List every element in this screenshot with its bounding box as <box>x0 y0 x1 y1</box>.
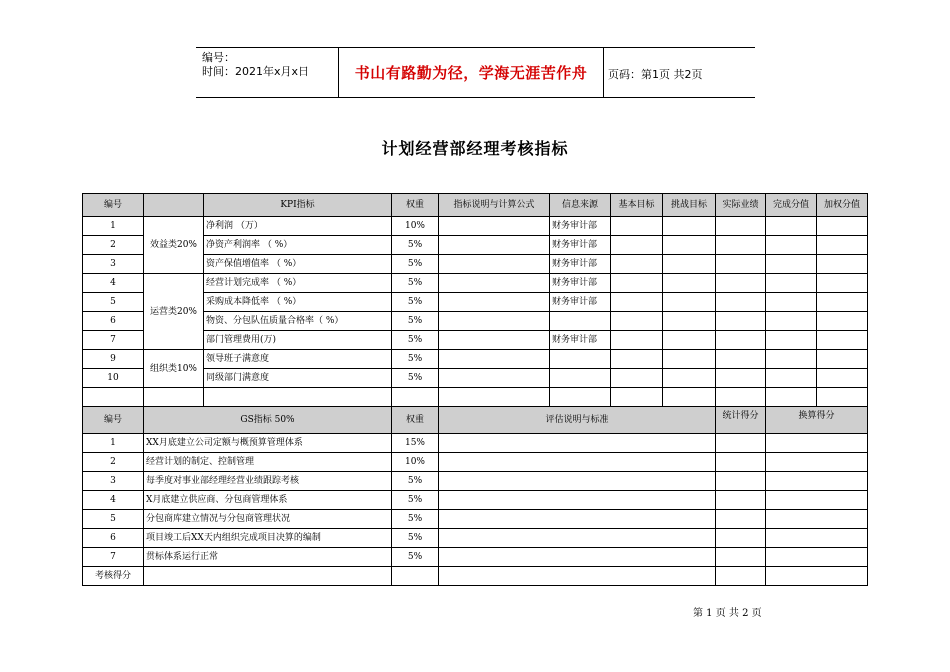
table-cell <box>766 388 817 407</box>
gs-weight: 5% <box>392 548 439 567</box>
header-date: 时间：2021年x月x日 <box>202 65 310 78</box>
gs-stat-score <box>716 529 766 548</box>
gs-no: 3 <box>83 472 144 491</box>
gs-criteria <box>439 510 716 529</box>
kpi-name: 部门管理费用(万) <box>204 331 392 350</box>
kpi-value-cell <box>716 331 766 350</box>
table-cell <box>766 567 868 586</box>
gs-criteria <box>439 453 716 472</box>
kpi-value-cell <box>817 236 868 255</box>
gs-weight: 5% <box>392 472 439 491</box>
gs-name: 经营计划的制定、控制管理 <box>144 453 392 472</box>
kpi-row <box>83 217 868 236</box>
kpi-value-cell <box>817 217 868 236</box>
kpi-value-cell <box>663 274 716 293</box>
table-cell <box>716 567 766 586</box>
kpi-value-cell <box>817 274 868 293</box>
header-cell: 权重 <box>392 194 439 217</box>
kpi-formula <box>439 312 550 331</box>
header-cell: KPI指标 <box>204 194 392 217</box>
table-cell <box>817 388 868 407</box>
kpi-value-cell <box>766 331 817 350</box>
kpi-value-cell <box>817 369 868 388</box>
kpi-no: 9 <box>83 350 144 369</box>
kpi-value-cell <box>766 369 817 388</box>
gs-no: 7 <box>83 548 144 567</box>
kpi-value-cell <box>716 217 766 236</box>
kpi-value-cell <box>716 255 766 274</box>
gs-converted-score <box>766 434 868 453</box>
kpi-name: 净利润 （万） <box>204 217 392 236</box>
table-cell <box>663 388 716 407</box>
page-title: 计划经营部经理考核指标 <box>381 139 569 158</box>
kpi-source <box>550 312 611 331</box>
kpi-value-cell <box>663 217 716 236</box>
table-cell <box>611 388 663 407</box>
kpi-name: 净资产利润率 （ %） <box>204 236 392 255</box>
kpi-value-cell <box>766 255 817 274</box>
kpi-weight: 5% <box>392 350 439 369</box>
kpi-value-cell <box>817 350 868 369</box>
gs-name: XX月底建立公司定额与概预算管理体系 <box>144 434 392 453</box>
gs-no: 1 <box>83 434 144 453</box>
table-cell <box>439 567 716 586</box>
gs-converted-score <box>766 529 868 548</box>
kpi-header-row <box>83 194 868 217</box>
kpi-no: 4 <box>83 274 144 293</box>
header-number-label: 编号： <box>202 51 235 64</box>
kpi-formula <box>439 293 550 312</box>
kpi-source: 财务审计部 <box>550 331 611 350</box>
gs-weight: 5% <box>392 510 439 529</box>
header-cell: 完成分值 <box>766 194 817 217</box>
kpi-value-cell <box>716 293 766 312</box>
kpi-value-cell <box>611 331 663 350</box>
header-slogan: 书山有路勤为径，学海无涯苦作舟 <box>338 48 604 97</box>
kpi-formula <box>439 350 550 369</box>
table-cell <box>144 567 392 586</box>
kpi-value-cell <box>663 293 716 312</box>
kpi-value-cell <box>766 217 817 236</box>
kpi-category: 运营类20% <box>144 274 204 350</box>
gs-row <box>83 453 868 472</box>
kpi-weight: 10% <box>392 217 439 236</box>
gs-weight: 5% <box>392 491 439 510</box>
kpi-value-cell <box>611 350 663 369</box>
kpi-row <box>83 350 868 369</box>
gs-converted-score <box>766 472 868 491</box>
header-cell: 换算得分 <box>766 407 868 434</box>
header-cell: 指标说明与计算公式 <box>439 194 550 217</box>
gs-stat-score <box>716 453 766 472</box>
kpi-name: 资产保值增值率 （ %） <box>204 255 392 274</box>
gs-header-row <box>83 407 868 434</box>
kpi-no: 2 <box>83 236 144 255</box>
header-cell: 统计得分 <box>716 407 766 434</box>
gs-weight: 10% <box>392 453 439 472</box>
kpi-value-cell <box>766 293 817 312</box>
kpi-no: 7 <box>83 331 144 350</box>
kpi-value-cell <box>817 331 868 350</box>
kpi-value-cell <box>817 255 868 274</box>
gs-name: X月底建立供应商、分包商管理体系 <box>144 491 392 510</box>
gs-converted-score <box>766 548 868 567</box>
gs-name: 分包商库建立情况与分包商管理状况 <box>144 510 392 529</box>
document-header <box>196 47 755 98</box>
gs-name: 贯标体系运行正常 <box>144 548 392 567</box>
gs-no: 2 <box>83 453 144 472</box>
table-cell <box>204 388 392 407</box>
kpi-source <box>550 350 611 369</box>
kpi-formula <box>439 274 550 293</box>
kpi-source: 财务审计部 <box>550 255 611 274</box>
kpi-formula <box>439 217 550 236</box>
kpi-value-cell <box>611 293 663 312</box>
kpi-value-cell <box>716 369 766 388</box>
gs-converted-score <box>766 491 868 510</box>
gs-row <box>83 472 868 491</box>
kpi-source: 财务审计部 <box>550 293 611 312</box>
kpi-value-cell <box>766 274 817 293</box>
gs-name: 每季度对事业部经理经营业绩跟踪考核 <box>144 472 392 491</box>
kpi-formula <box>439 331 550 350</box>
kpi-value-cell <box>766 312 817 331</box>
table-body <box>83 194 868 586</box>
header-cell: 加权分值 <box>817 194 868 217</box>
gs-row <box>83 510 868 529</box>
kpi-value-cell <box>611 255 663 274</box>
kpi-value-cell <box>611 312 663 331</box>
kpi-source: 财务审计部 <box>550 217 611 236</box>
header-cell: GS指标 50% <box>144 407 392 434</box>
score-label: 考核得分 <box>83 567 144 586</box>
gs-criteria <box>439 548 716 567</box>
kpi-value-cell <box>663 255 716 274</box>
table-cell <box>716 388 766 407</box>
kpi-name: 物资、分包队伍质量合格率（ %） <box>204 312 392 331</box>
kpi-name: 同级部门满意度 <box>204 369 392 388</box>
gs-no: 4 <box>83 491 144 510</box>
table-cell <box>439 388 550 407</box>
gs-stat-score <box>716 472 766 491</box>
kpi-value-cell <box>663 350 716 369</box>
kpi-value-cell <box>663 312 716 331</box>
kpi-empty-row <box>83 388 868 407</box>
gs-criteria <box>439 434 716 453</box>
score-row <box>83 567 868 586</box>
kpi-category: 效益类20% <box>144 217 204 274</box>
kpi-value-cell <box>716 274 766 293</box>
kpi-formula <box>439 255 550 274</box>
kpi-value-cell <box>663 369 716 388</box>
kpi-weight: 5% <box>392 369 439 388</box>
gs-criteria <box>439 491 716 510</box>
table-cell <box>83 388 144 407</box>
kpi-weight: 5% <box>392 255 439 274</box>
kpi-value-cell <box>716 350 766 369</box>
gs-stat-score <box>716 491 766 510</box>
kpi-no: 10 <box>83 369 144 388</box>
kpi-name: 经营计划完成率 （ %） <box>204 274 392 293</box>
header-cell: 编号 <box>83 194 144 217</box>
header-cell: 实际业绩 <box>716 194 766 217</box>
gs-criteria <box>439 529 716 548</box>
kpi-no: 6 <box>83 312 144 331</box>
kpi-source: 财务审计部 <box>550 274 611 293</box>
kpi-value-cell <box>663 331 716 350</box>
header-cell: 权重 <box>392 407 439 434</box>
kpi-row <box>83 274 868 293</box>
header-page-number: 页码：第1页 共2页 <box>608 68 703 81</box>
kpi-weight: 5% <box>392 274 439 293</box>
header-cell: 编号 <box>83 407 144 434</box>
kpi-category: 组织类10% <box>144 350 204 388</box>
table-cell <box>392 388 439 407</box>
header-cell: 评估说明与标准 <box>439 407 716 434</box>
kpi-no: 3 <box>83 255 144 274</box>
gs-name: 项目竣工后XX天内组织完成项目决算的编制 <box>144 529 392 548</box>
gs-converted-score <box>766 453 868 472</box>
kpi-value-cell <box>716 312 766 331</box>
assessment-table <box>82 193 868 586</box>
kpi-weight: 5% <box>392 312 439 331</box>
kpi-value-cell <box>611 274 663 293</box>
gs-weight: 15% <box>392 434 439 453</box>
kpi-value-cell <box>663 236 716 255</box>
gs-no: 6 <box>83 529 144 548</box>
kpi-formula <box>439 236 550 255</box>
table-cell <box>550 388 611 407</box>
gs-no: 5 <box>83 510 144 529</box>
kpi-value-cell <box>766 350 817 369</box>
header-cell: 挑战目标 <box>663 194 716 217</box>
kpi-name: 采购成本降低率 （ %） <box>204 293 392 312</box>
kpi-value-cell <box>716 236 766 255</box>
gs-weight: 5% <box>392 529 439 548</box>
header-cell: 基本目标 <box>611 194 663 217</box>
kpi-value-cell <box>611 236 663 255</box>
gs-stat-score <box>716 510 766 529</box>
kpi-source: 财务审计部 <box>550 236 611 255</box>
gs-stat-score <box>716 548 766 567</box>
gs-criteria <box>439 472 716 491</box>
table-cell <box>144 388 204 407</box>
kpi-no: 5 <box>83 293 144 312</box>
kpi-source <box>550 369 611 388</box>
gs-row <box>83 529 868 548</box>
gs-stat-score <box>716 434 766 453</box>
header-cell <box>144 194 204 217</box>
kpi-value-cell <box>611 217 663 236</box>
gs-converted-score <box>766 510 868 529</box>
kpi-formula <box>439 369 550 388</box>
kpi-value-cell <box>817 293 868 312</box>
kpi-value-cell <box>817 312 868 331</box>
gs-row <box>83 491 868 510</box>
kpi-no: 1 <box>83 217 144 236</box>
kpi-weight: 5% <box>392 236 439 255</box>
header-meta <box>202 51 309 79</box>
table-cell <box>392 567 439 586</box>
page-footer: 第 1 页 共 2 页 <box>693 608 762 619</box>
kpi-weight: 5% <box>392 331 439 350</box>
gs-row <box>83 548 868 567</box>
gs-row <box>83 434 868 453</box>
kpi-weight: 5% <box>392 293 439 312</box>
kpi-value-cell <box>611 369 663 388</box>
kpi-name: 领导班子满意度 <box>204 350 392 369</box>
header-cell: 信息来源 <box>550 194 611 217</box>
kpi-value-cell <box>766 236 817 255</box>
